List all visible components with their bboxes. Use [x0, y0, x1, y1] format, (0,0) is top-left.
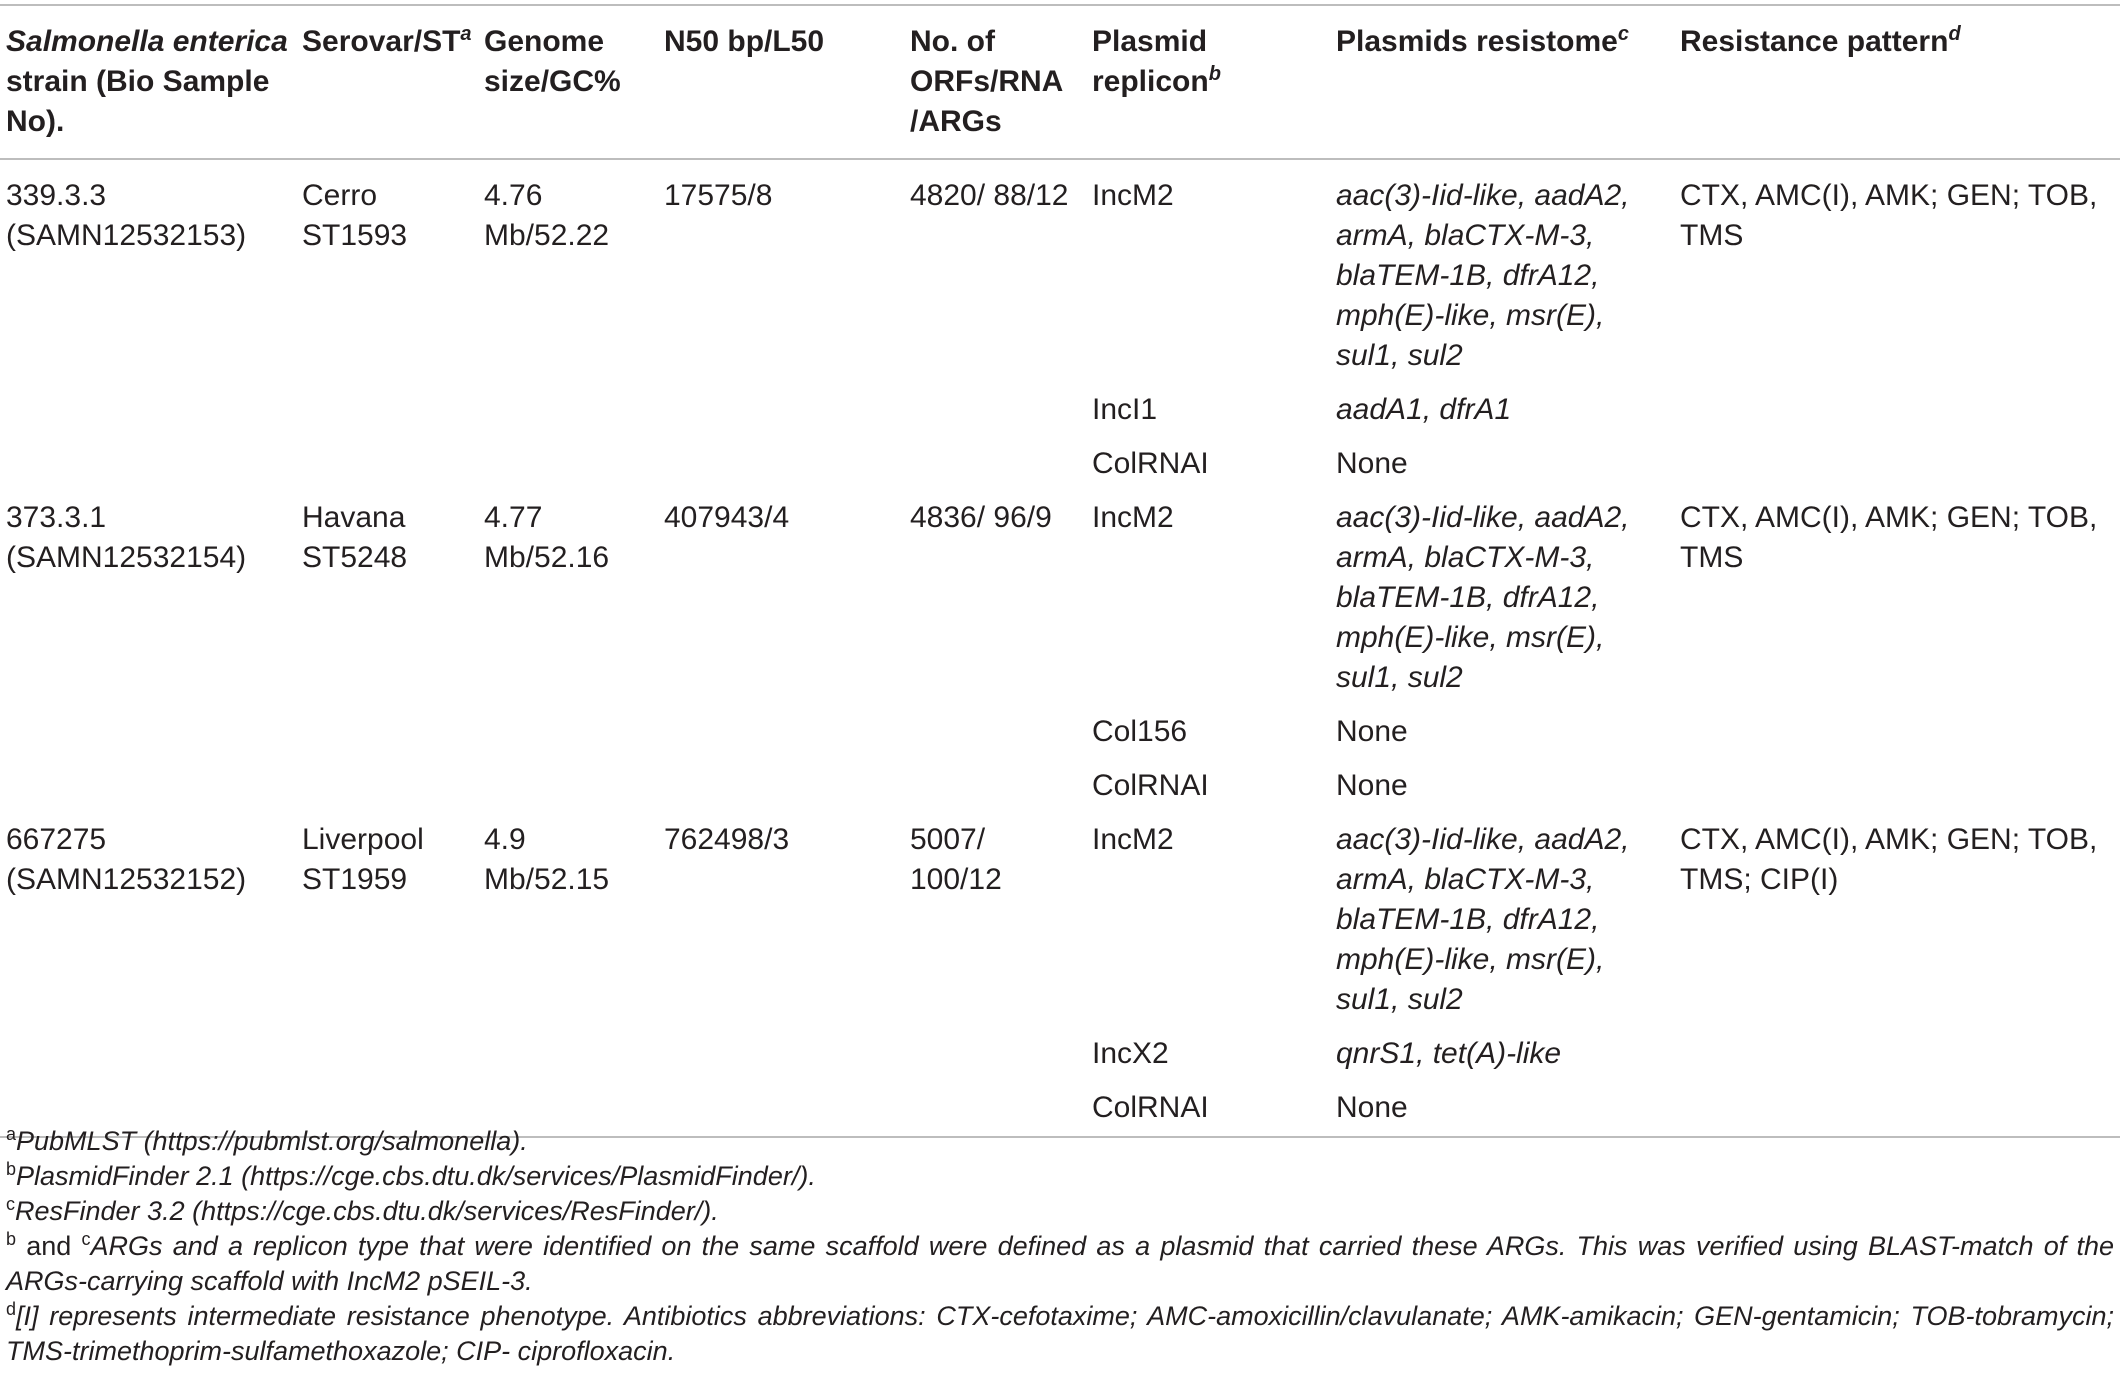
cell-replicon: IncI1: [1092, 393, 1158, 426]
cell-replicon: IncM2: [1092, 179, 1174, 212]
strain-table: [0, 4, 2120, 1138]
header-serovar: [296, 5, 478, 159]
footnote-text: PlasmidFinder 2.1 (https://cge.cbs.dtu.dk/services/PlasmidFinder/).: [16, 1161, 816, 1191]
biosample-id: (SAMN12532152): [6, 863, 247, 896]
footnote-text: ResFinder 3.2 (https://cge.cbs.dtu.dk/services/ResFinder/).: [15, 1196, 719, 1226]
cell-serovar: Cerro ST1593: [302, 179, 408, 252]
header-replicon-text: Plasmid replicon: [1092, 25, 1209, 98]
header-serovar-text: Serovar/ST: [302, 25, 461, 58]
footnote-b: [6, 1159, 2114, 1194]
table-row: [0, 159, 2120, 384]
table-row: [0, 492, 2120, 706]
footnote-mark: b: [6, 1159, 17, 1179]
footnote-c: [6, 1194, 2114, 1229]
cell-strain: [0, 159, 296, 492]
table-header-row: [0, 5, 2120, 159]
cell-pattern: CTX, AMC(I), AMK; GEN; TOB, TMS; CIP(I): [1680, 823, 2098, 896]
header-genome: Genome size/GC%: [484, 25, 621, 98]
header-strain-italic: Salmonella enterica: [6, 25, 288, 58]
cell-replicon: ColRNAI: [1092, 447, 1209, 480]
cell-strain: [0, 492, 296, 814]
footnote-text: PubMLST (https://pubmlst.org/salmonella).: [16, 1126, 528, 1156]
cell-resistome: None: [1336, 1091, 1408, 1124]
cell-pattern: CTX, AMC(I), AMK; GEN; TOB, TMS: [1680, 501, 2098, 574]
cell-serovar: Liverpool ST1959: [302, 823, 424, 896]
header-replicon-sup: b: [1208, 63, 1221, 85]
header-replicon: [1086, 5, 1330, 159]
cell-replicon: ColRNAI: [1092, 769, 1209, 802]
cell-strain: [0, 814, 296, 1137]
cell-genome: 4.76 Mb/52.22: [484, 179, 610, 252]
cell-orfs: 5007/ 100/12: [910, 823, 1002, 896]
header-resistome-text: Plasmids resistome: [1336, 25, 1618, 58]
cell-resistome: aadA1, dfrA1: [1336, 393, 1512, 426]
cell-replicon: Col156: [1092, 715, 1188, 748]
biosample-id: (SAMN12532153): [6, 219, 247, 252]
cell-n50: 407943/4: [664, 501, 790, 534]
footnote-mark: a: [6, 1124, 17, 1144]
biosample-id: (SAMN12532154): [6, 541, 247, 574]
cell-resistome: aac(3)-Iid-like, aadA2, armA, blaCTX-M-3, blaTEM-1B, dfrA12, mph(E)-like, msr(E), sul1, sul2: [1336, 501, 1630, 694]
footnote-mark: b: [6, 1229, 17, 1249]
header-strain-rest: strain (Bio Sample No).: [6, 65, 270, 138]
table-footnotes: [6, 1124, 2114, 1369]
header-resistome-sup: c: [1617, 23, 1629, 45]
footnote-mark: c: [81, 1229, 91, 1249]
cell-pattern: CTX, AMC(I), AMK; GEN; TOB, TMS: [1680, 179, 2098, 252]
cell-serovar: Havana ST5248: [302, 501, 408, 574]
footnote-text: [I] represents intermediate resistance phenotype. Antibiotics abbreviations: CTX-cefotaxime; AMC-amoxicillin/clavulanate; AMK-amikacin; GEN-gentamicin; TOB-tobramycin; TMS-trimethoprim-sulfamethoxazole; CIP- ciprofloxacin.: [6, 1301, 2114, 1366]
cell-orfs: 4836/ 96/9: [910, 501, 1052, 534]
footnote-text: ARGs and a replicon type that were identified on the same scaffold were defined as a plasmid that carried these ARGs. This was verified using BLAST-match of the ARGs-carrying scaffold with IncM2 pSEIL-3.: [6, 1231, 2114, 1296]
cell-resistome: None: [1336, 769, 1408, 802]
cell-resistome: aac(3)-Iid-like, aadA2, armA, blaCTX-M-3, blaTEM-1B, dfrA12, mph(E)-like, msr(E), sul1, sul2: [1336, 823, 1630, 1016]
cell-genome: 4.77 Mb/52.16: [484, 501, 610, 574]
cell-n50: 762498/3: [664, 823, 790, 856]
table-row: [0, 814, 2120, 1028]
cell-genome: 4.9 Mb/52.15: [484, 823, 610, 896]
header-resistome: [1330, 5, 1674, 159]
footnote-mark: d: [6, 1299, 17, 1319]
header-pattern: [1674, 5, 2120, 159]
header-strain: [0, 5, 296, 159]
cell-n50: 17575/8: [664, 179, 773, 212]
cell-resistome: qnrS1, tet(A)-like: [1336, 1037, 1562, 1070]
cell-orfs: 4820/ 88/12: [910, 179, 1069, 212]
cell-replicon: IncM2: [1092, 501, 1174, 534]
cell-replicon: ColRNAI: [1092, 1091, 1209, 1124]
footnote-bc: [6, 1229, 2114, 1299]
header-orfs: No. of ORFs/RNA /ARGs: [910, 25, 1063, 138]
cell-replicon: IncX2: [1092, 1037, 1169, 1070]
strain-id: 667275: [6, 823, 107, 856]
cell-replicon: IncM2: [1092, 823, 1174, 856]
footnote-a: [6, 1124, 2114, 1159]
cell-resistome: aac(3)-Iid-like, aadA2, armA, blaCTX-M-3, blaTEM-1B, dfrA12, mph(E)-like, msr(E), sul1, sul2: [1336, 179, 1630, 372]
header-pattern-text: Resistance pattern: [1680, 25, 1949, 58]
strain-id: 339.3.3: [6, 179, 107, 212]
footnote-and: and: [16, 1231, 82, 1261]
header-serovar-sup: a: [460, 23, 472, 45]
cell-resistome: None: [1336, 447, 1408, 480]
footnote-d: [6, 1299, 2114, 1369]
footnote-mark: c: [6, 1194, 15, 1214]
cell-resistome: None: [1336, 715, 1408, 748]
header-n50: N50 bp/L50: [664, 25, 825, 58]
header-pattern-sup: d: [1948, 23, 1961, 45]
strain-id: 373.3.1: [6, 501, 107, 534]
